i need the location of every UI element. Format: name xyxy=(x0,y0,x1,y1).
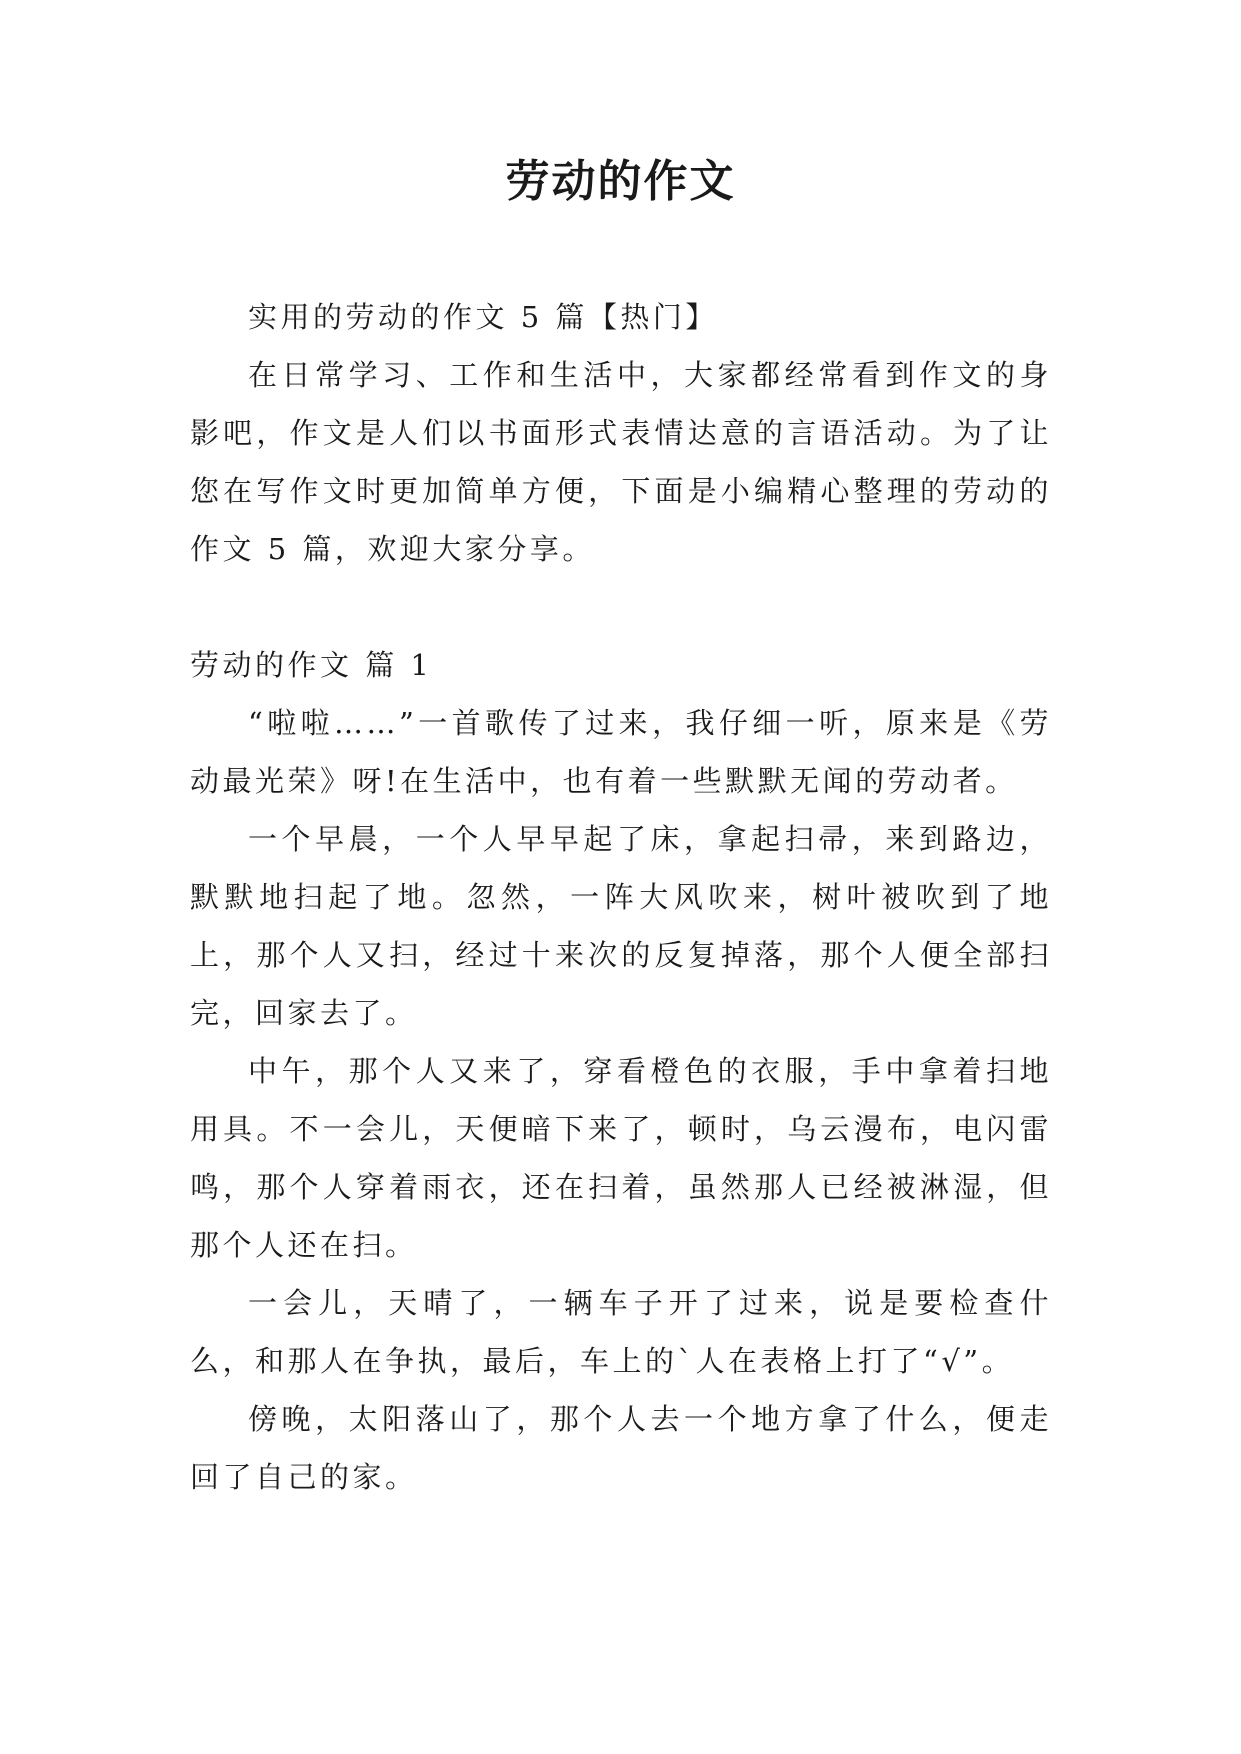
section-spacer xyxy=(190,578,1052,636)
document-title: 劳动的作文 xyxy=(505,156,736,207)
document-subtitle: 实用的劳动的作文 5 篇【热门】 xyxy=(248,300,718,334)
body-paragraph: 一会儿，天晴了，一辆车子开了过来，说是要检查什么，和那人在争执，最后，车上的`人在表格上打了“√”。 xyxy=(190,1286,1052,1378)
body-paragraph: “啦啦……”一首歌传了过来，我仔细一听，原来是《劳动最光荣》呀!在生活中，也有着一些默默无闻的劳动者。 xyxy=(190,706,1052,798)
body-paragraph: 一个早晨，一个人早早起了床，拿起扫帚，来到路边，默默地扫起了地。忽然，一阵大风吹来，树叶被吹到了地上，那个人又扫，经过十来次的反复掉落，那个人便全部扫完，回家去了。 xyxy=(190,822,1052,1030)
intro-paragraph: 在日常学习、工作和生活中，大家都经常看到作文的身影吧，作文是人们以书面形式表情达意的言语活动。为了让您在写作文时更加简单方便，下面是小编精心整理的劳动的作文 5 篇，欢迎大家分享。 xyxy=(190,358,1052,566)
body-paragraph: 中午，那个人又来了，穿看橙色的衣服，手中拿着扫地用具。不一会儿，天便暗下来了，顿时，乌云漫布，电闪雷鸣，那个人穿着雨衣，还在扫着，虽然那人已经被淋湿，但那个人还在扫。 xyxy=(190,1054,1052,1262)
document-body xyxy=(190,288,1052,1506)
section-heading: 劳动的作文 篇 1 xyxy=(190,648,433,682)
body-paragraph: 傍晚，太阳落山了，那个人去一个地方拿了什么，便走回了自己的家。 xyxy=(190,1402,1052,1494)
